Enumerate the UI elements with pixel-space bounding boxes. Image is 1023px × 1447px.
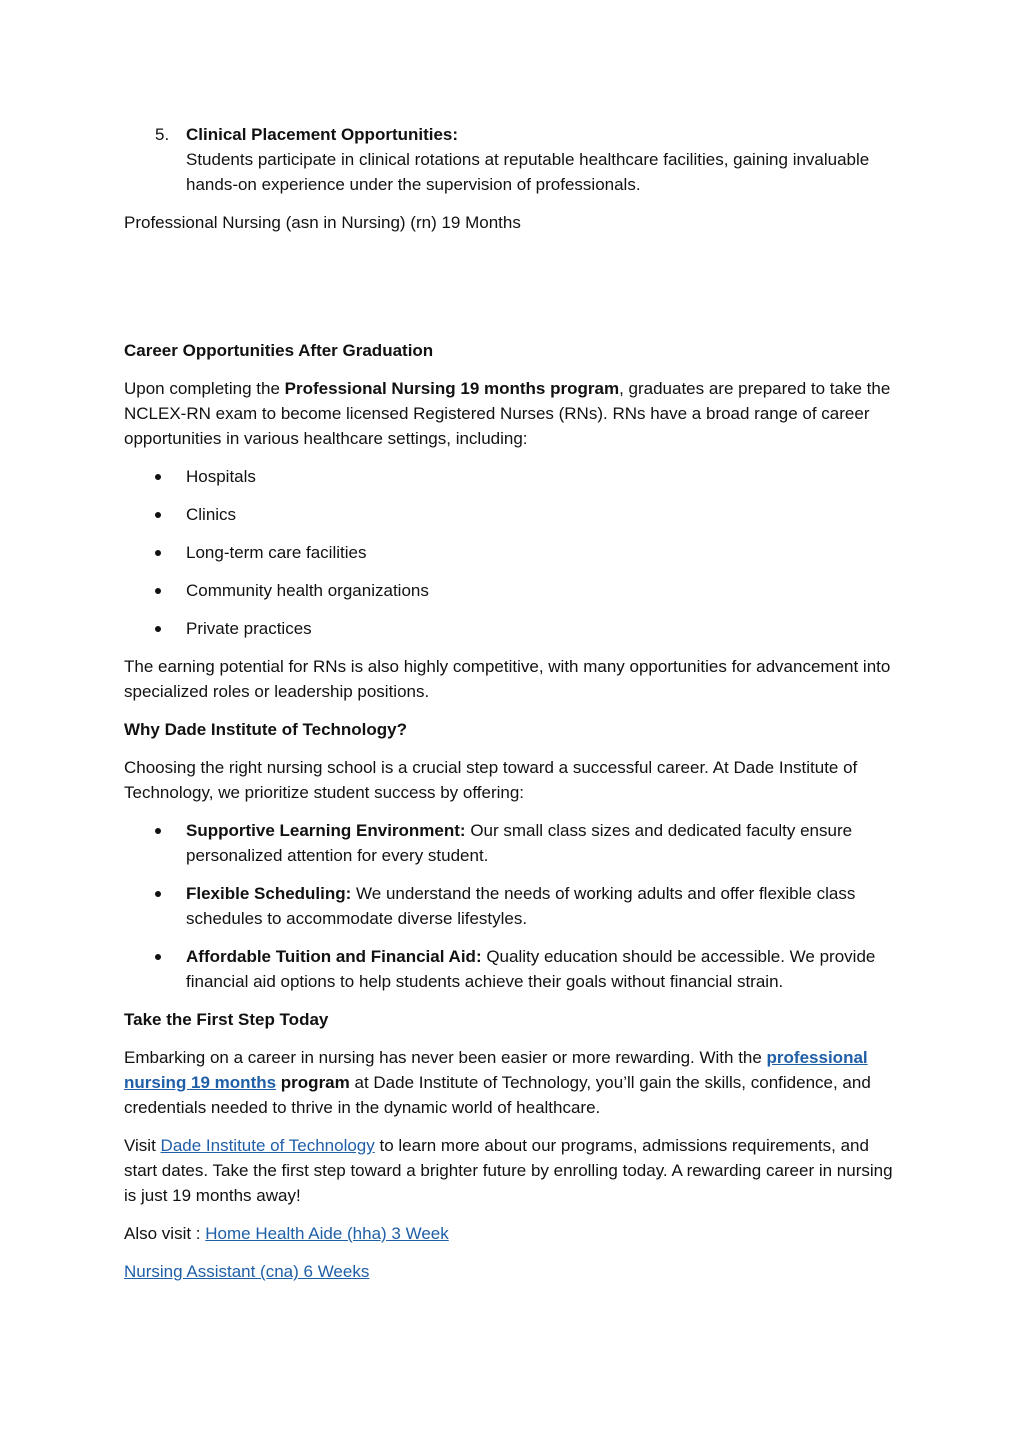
bullet-icon — [155, 588, 161, 594]
visit-suffix: to learn more about our programs, admissions requirements, and start dates. Take the first step toward a brighter future by enrolling today. A rewarding career in nursing is just 19 months away! — [124, 1136, 893, 1205]
career-intro-suffix: , graduates are prepared to take the NCLEX-RN exam to become licensed Registered Nurses (RNs). RNs have a broad range of career opportunities in various healthcare settings, including: — [124, 379, 891, 448]
why-heading: Why Dade Institute of Technology? — [124, 720, 408, 739]
benefit-item — [124, 881, 894, 931]
cna-line — [124, 1259, 894, 1284]
career-heading: Career Opportunities After Graduation — [124, 341, 434, 360]
program-bold: program — [276, 1073, 350, 1092]
career-intro-bold: Professional Nursing 19 months program — [284, 379, 620, 398]
bullet-icon — [155, 474, 161, 480]
also-visit-prefix: Also visit : — [124, 1224, 206, 1243]
nursing-assistant-link[interactable]: Nursing Assistant (cna) 6 Weeks — [124, 1262, 370, 1281]
list-item — [124, 540, 894, 565]
also-visit-line — [124, 1221, 894, 1246]
benefit-item — [124, 818, 894, 868]
program-line: Professional Nursing (asn in Nursing) (rn) 19 Months — [124, 213, 521, 232]
list-item — [124, 502, 894, 527]
career-settings-list — [124, 464, 894, 641]
list-item-text: Private practices — [186, 619, 312, 638]
bullet-icon — [155, 512, 161, 518]
list-item-text: Community health organizations — [186, 581, 429, 600]
first-step-prefix: Embarking on a career in nursing has never been easier or more rewarding. With the — [124, 1048, 767, 1067]
bullet-icon — [155, 828, 161, 834]
benefits-list — [124, 818, 894, 994]
bullet-icon — [155, 891, 161, 897]
item-number: 5. — [155, 125, 170, 144]
list-item-text: Long-term care facilities — [186, 543, 367, 562]
benefit-item — [124, 944, 894, 994]
benefit-text: We understand the needs of working adults and offer flexible class schedules to accommodate diverse lifestyles. — [186, 884, 856, 928]
list-item — [124, 616, 894, 641]
document-body — [124, 122, 894, 1297]
item-title: Clinical Placement Opportunities: — [186, 125, 459, 144]
first-step-heading: Take the First Step Today — [124, 1010, 329, 1029]
bullet-icon — [155, 954, 161, 960]
why-intro: Choosing the right nursing school is a crucial step toward a successful career. At Dade Institute of Technology, we prioritize student success by offering: — [124, 758, 858, 802]
bullet-icon — [155, 626, 161, 632]
list-item-text: Hospitals — [186, 467, 256, 486]
benefit-title: Flexible Scheduling: — [186, 884, 352, 903]
bullet-icon — [155, 550, 161, 556]
benefit-text: Quality education should be accessible. We provide financial aid options to help students achieve their goals without financial strain. — [186, 947, 876, 991]
first-step-suffix: at Dade Institute of Technology, you’ll gain the skills, confidence, and credentials needed to thrive in the dynamic world of healthcare. — [124, 1073, 871, 1117]
spacer — [124, 248, 894, 338]
benefit-title: Supportive Learning Environment: — [186, 821, 466, 840]
professional-nursing-link[interactable]: professional nursing 19 months — [124, 1048, 868, 1092]
item-text: Students participate in clinical rotations at reputable healthcare facilities, gaining invaluable hands-on experience under the supervision of professionals. — [186, 150, 870, 194]
home-health-aide-link[interactable]: Home Health Aide (hha) 3 Week — [205, 1224, 449, 1243]
benefit-title: Affordable Tuition and Financial Aid: — [186, 947, 482, 966]
list-item — [124, 578, 894, 603]
benefit-text: Our small class sizes and dedicated faculty ensure personalized attention for every student. — [186, 821, 853, 865]
list-item-text: Clinics — [186, 505, 237, 524]
list-item — [124, 464, 894, 489]
career-closing: The earning potential for RNs is also highly competitive, with many opportunities for advancement into specialized roles or leadership positions. — [124, 657, 891, 701]
first-step-paragraph — [124, 1045, 894, 1120]
dade-institute-link[interactable]: Dade Institute of Technology — [160, 1136, 375, 1155]
career-intro-prefix: Upon completing the — [124, 379, 285, 398]
visit-paragraph — [124, 1133, 894, 1208]
visit-prefix: Visit — [124, 1136, 161, 1155]
numbered-item-5 — [124, 122, 894, 197]
career-intro — [124, 376, 894, 451]
